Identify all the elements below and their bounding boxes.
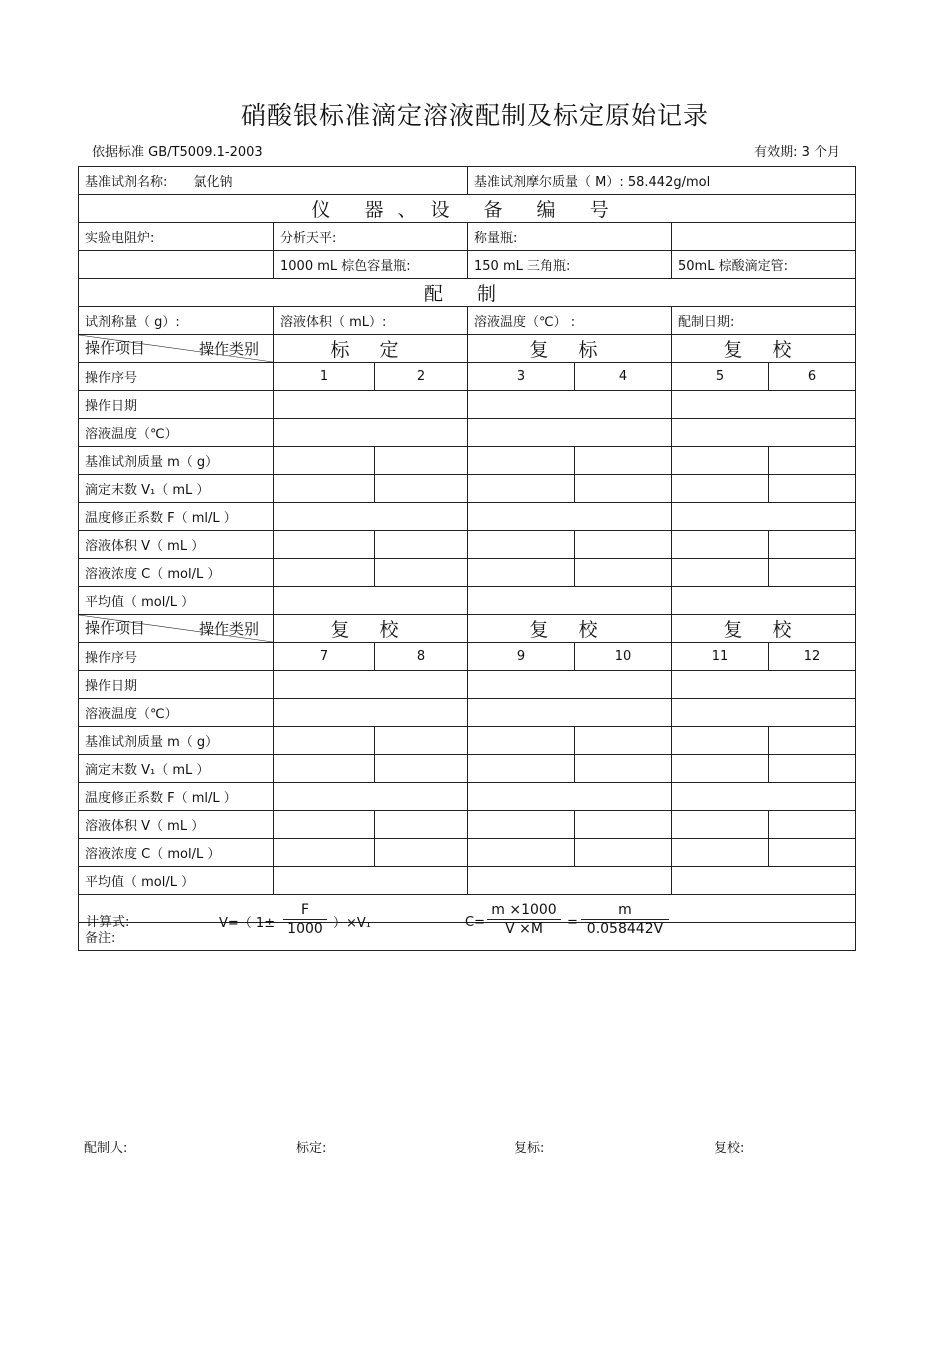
entry-cell[interactable]: [575, 531, 672, 559]
preparation-heading: 配 制: [79, 279, 856, 307]
operation-category-label: 操作类别: [198, 620, 259, 638]
entry-cell[interactable]: [274, 419, 468, 447]
operation-category-label: 操作类别: [198, 340, 259, 358]
row-label: 操作日期: [79, 391, 274, 419]
concentration-formula-left: C=: [465, 915, 485, 930]
block1-correction-row: [79, 503, 856, 531]
row-label: 平均值（ mol/L ）: [79, 587, 274, 615]
entry-cell[interactable]: [468, 755, 575, 783]
footer-calibration: 标定:: [296, 1141, 327, 1156]
entry-cell[interactable]: [468, 531, 575, 559]
row-label: 滴定末数 V₁（ mL ）: [79, 755, 274, 783]
entry-cell[interactable]: [672, 391, 856, 419]
molar-mass-cell[interactable]: 基准试剂摩尔质量（ M）: 58.442g/mol: [468, 167, 856, 195]
group-recheck: 复 校: [672, 615, 856, 643]
volume-formula-right: ）×V₁: [333, 916, 371, 931]
entry-cell[interactable]: [274, 587, 468, 615]
block1-average-row: [79, 587, 856, 615]
volume-fraction: [283, 902, 327, 937]
entry-cell[interactable]: [769, 531, 856, 559]
entry-cell[interactable]: [274, 447, 375, 475]
entry-cell[interactable]: [769, 447, 856, 475]
concentration-fraction-2-denominator: 0.058442V: [586, 921, 664, 937]
entry-cell[interactable]: [274, 755, 375, 783]
entry-cell[interactable]: [672, 475, 769, 503]
diagonal-header-cell: [79, 615, 274, 643]
row-label: 操作序号: [79, 363, 274, 391]
entry-cell[interactable]: [274, 727, 375, 755]
entry-cell[interactable]: [274, 531, 375, 559]
validity-period: 有效期: 3 个月: [754, 145, 840, 160]
reagent-row: [79, 167, 856, 195]
remarks-cell[interactable]: 备注:: [79, 923, 856, 951]
seq-cell: 10: [575, 643, 672, 671]
row-label: 滴定末数 V₁（ mL ）: [79, 475, 274, 503]
entry-cell[interactable]: [468, 811, 575, 839]
block2-volume-row: [79, 811, 856, 839]
entry-cell[interactable]: [575, 755, 672, 783]
footer-recalibration: 复标:: [514, 1141, 545, 1156]
entry-cell[interactable]: [575, 559, 672, 587]
prep-solution-temp[interactable]: 溶液温度（℃） :: [468, 307, 672, 335]
equipment-burette[interactable]: 50mL 棕酸滴定管:: [672, 251, 856, 279]
row-label: 溶液温度（℃）: [79, 699, 274, 727]
operation-item-label: 操作项目: [85, 339, 146, 357]
entry-cell[interactable]: [769, 755, 856, 783]
block2-seq-row: [79, 643, 856, 671]
equipment-blank-2[interactable]: [79, 251, 274, 279]
block1-date-row: [79, 391, 856, 419]
volume-formula-left: V=（ 1±: [219, 916, 276, 931]
equipment-conical-flask[interactable]: 150 mL 三角瓶:: [468, 251, 672, 279]
diagonal-header-cell: [79, 335, 274, 363]
equipment-volumetric-flask[interactable]: 1000 mL 棕色容量瓶:: [274, 251, 468, 279]
row-label: 操作序号: [79, 643, 274, 671]
concentration-fraction-2-numerator: m: [581, 902, 669, 920]
group-recheck: 复 校: [274, 615, 468, 643]
entry-cell[interactable]: [769, 559, 856, 587]
prep-reagent-weight[interactable]: 试剂称量（ g）:: [79, 307, 274, 335]
row-label: 基准试剂质量 m（ g）: [79, 727, 274, 755]
entry-cell[interactable]: [274, 559, 375, 587]
entry-cell[interactable]: [375, 727, 468, 755]
equipment-weighing-bottle[interactable]: 称量瓶:: [468, 223, 672, 251]
row-label: 基准试剂质量 m（ g）: [79, 447, 274, 475]
entry-cell[interactable]: [468, 419, 672, 447]
footer-recheck: 复校:: [714, 1141, 745, 1156]
row-label: 溶液温度（℃）: [79, 419, 274, 447]
entry-cell[interactable]: [274, 839, 375, 867]
equals-sign: =: [567, 915, 578, 930]
entry-cell[interactable]: [672, 755, 769, 783]
entry-cell[interactable]: [468, 867, 672, 895]
block2-header-row: [79, 615, 856, 643]
footer-preparer: 配制人:: [84, 1141, 128, 1156]
concentration-fraction-1-denominator: V ×M: [505, 921, 543, 937]
concentration-formula: [465, 902, 675, 942]
block1-temp-row: [79, 419, 856, 447]
seq-cell: 2: [375, 363, 468, 391]
equipment-blank[interactable]: [672, 223, 856, 251]
entry-cell[interactable]: [672, 699, 856, 727]
entry-cell[interactable]: [375, 475, 468, 503]
entry-cell[interactable]: [672, 531, 769, 559]
entry-cell[interactable]: [375, 531, 468, 559]
group-recalibration: 复 标: [468, 335, 672, 363]
row-label: 溶液体积 V（ mL ）: [79, 811, 274, 839]
block2-correction-row: [79, 783, 856, 811]
prep-date[interactable]: 配制日期:: [672, 307, 856, 335]
row-label: 平均值（ mol/L ）: [79, 867, 274, 895]
entry-cell[interactable]: [274, 783, 468, 811]
entry-cell[interactable]: [575, 475, 672, 503]
entry-cell[interactable]: [575, 727, 672, 755]
row-label: 操作日期: [79, 671, 274, 699]
entry-cell[interactable]: [468, 391, 672, 419]
equipment-row-1: [79, 223, 856, 251]
standard-reference: 依据标准 GB/T5009.1-2003: [92, 145, 263, 160]
entry-cell[interactable]: [274, 391, 468, 419]
group-recheck: 复 校: [672, 335, 856, 363]
group-recheck: 复 校: [468, 615, 672, 643]
entry-cell[interactable]: [468, 559, 575, 587]
seq-cell: 8: [375, 643, 468, 671]
reagent-name-cell[interactable]: [79, 167, 468, 195]
equipment-heading: 仪 器、设 备 编 号: [79, 195, 856, 223]
prep-solution-volume[interactable]: 溶液体积（ mL）:: [274, 307, 468, 335]
seq-cell: 3: [468, 363, 575, 391]
entry-cell[interactable]: [468, 475, 575, 503]
entry-cell[interactable]: [375, 811, 468, 839]
block1-seq-row: [79, 363, 856, 391]
seq-cell: 4: [575, 363, 672, 391]
entry-cell[interactable]: [468, 671, 672, 699]
operation-item-label: 操作项目: [85, 619, 146, 637]
block2-concentration-row: [79, 839, 856, 867]
row-label: 温度修正系数 F（ ml/L ）: [79, 503, 274, 531]
formula-row: [79, 895, 856, 923]
seq-cell: 6: [769, 363, 856, 391]
entry-cell[interactable]: [274, 475, 375, 503]
entry-cell[interactable]: [468, 727, 575, 755]
seq-cell: 7: [274, 643, 375, 671]
volume-fraction-denominator: 1000: [287, 921, 323, 937]
entry-cell[interactable]: [274, 699, 468, 727]
formula-label: 计算式:: [86, 915, 130, 930]
entry-cell[interactable]: [274, 503, 468, 531]
entry-cell[interactable]: [672, 811, 769, 839]
entry-cell[interactable]: [672, 447, 769, 475]
block1-header-row: [79, 335, 856, 363]
row-label: 溶液体积 V（ mL ）: [79, 531, 274, 559]
block2-average-row: [79, 867, 856, 895]
equipment-balance[interactable]: 分析天平:: [274, 223, 468, 251]
entry-cell[interactable]: [769, 727, 856, 755]
entry-cell[interactable]: [672, 503, 856, 531]
page-title: 硝酸银标准滴定溶液配制及标定原始记录: [240, 101, 709, 130]
volume-formula: [219, 902, 419, 942]
entry-cell[interactable]: [468, 587, 672, 615]
seq-cell: 1: [274, 363, 375, 391]
entry-cell[interactable]: [274, 671, 468, 699]
block2-date-row: [79, 671, 856, 699]
seq-cell: 5: [672, 363, 769, 391]
entry-cell[interactable]: [672, 419, 856, 447]
seq-cell: 11: [672, 643, 769, 671]
entry-cell[interactable]: [375, 447, 468, 475]
entry-cell[interactable]: [274, 867, 468, 895]
block2-mass-row: [79, 727, 856, 755]
block1-mass-row: [79, 447, 856, 475]
entry-cell[interactable]: [468, 839, 575, 867]
entry-cell[interactable]: [468, 447, 575, 475]
entry-cell[interactable]: [375, 559, 468, 587]
entry-cell[interactable]: [575, 839, 672, 867]
block1-concentration-row: [79, 559, 856, 587]
concentration-fraction-1: [487, 902, 561, 937]
equipment-furnace[interactable]: 实验电阻炉:: [79, 223, 274, 251]
row-label: 溶液浓度 C（ mol/L ）: [79, 839, 274, 867]
entry-cell[interactable]: [769, 475, 856, 503]
block1-titration-row: [79, 475, 856, 503]
reagent-name-value: 氯化钠: [193, 175, 233, 190]
block2-temp-row: [79, 699, 856, 727]
entry-cell[interactable]: [672, 727, 769, 755]
entry-cell[interactable]: [672, 867, 856, 895]
entry-cell[interactable]: [575, 811, 672, 839]
equipment-row-2: [79, 251, 856, 279]
concentration-fraction-2: [581, 902, 669, 937]
entry-cell[interactable]: [769, 839, 856, 867]
entry-cell[interactable]: [468, 783, 672, 811]
entry-cell[interactable]: [575, 447, 672, 475]
entry-cell[interactable]: [672, 671, 856, 699]
entry-cell[interactable]: [468, 503, 672, 531]
entry-cell[interactable]: [672, 783, 856, 811]
group-calibration: 标 定: [274, 335, 468, 363]
entry-cell[interactable]: [375, 839, 468, 867]
row-label: 温度修正系数 F（ ml/L ）: [79, 783, 274, 811]
entry-cell[interactable]: [468, 699, 672, 727]
seq-cell: 12: [769, 643, 856, 671]
entry-cell[interactable]: [672, 587, 856, 615]
entry-cell[interactable]: [274, 811, 375, 839]
entry-cell[interactable]: [672, 559, 769, 587]
entry-cell[interactable]: [375, 755, 468, 783]
concentration-fraction-1-numerator: m ×1000: [487, 902, 561, 920]
seq-cell: 9: [468, 643, 575, 671]
preparation-row: [79, 307, 856, 335]
record-table: [78, 166, 856, 951]
block1-volume-row: [79, 531, 856, 559]
entry-cell[interactable]: [769, 811, 856, 839]
entry-cell[interactable]: [672, 839, 769, 867]
block2-titration-row: [79, 755, 856, 783]
volume-fraction-numerator: F: [283, 902, 327, 920]
reagent-name-label: 基准试剂名称:: [85, 175, 168, 190]
row-label: 溶液浓度 C（ mol/L ）: [79, 559, 274, 587]
